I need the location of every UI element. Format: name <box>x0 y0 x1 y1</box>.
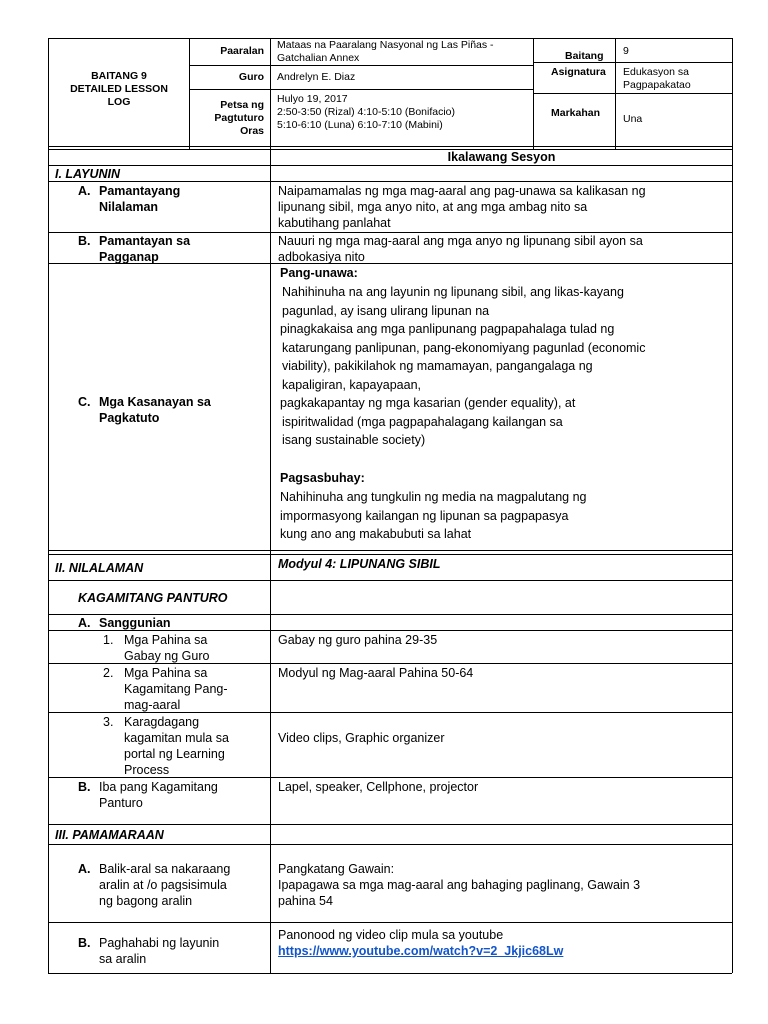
border <box>48 38 49 149</box>
border <box>48 554 732 555</box>
item3-number: 3. <box>103 715 114 729</box>
border <box>533 93 732 94</box>
baitang-value: 9 <box>623 45 629 57</box>
item1-number: 1. <box>103 633 114 647</box>
border <box>48 922 732 923</box>
item2-number: 2. <box>103 666 114 680</box>
pamamaraan-b-letter: B. <box>78 936 91 950</box>
iba-letter: B. <box>78 780 91 794</box>
item3-label: Karagdagang kagamitan mula sa portal ng Learning Process <box>124 715 229 777</box>
kagamitan-heading: KAGAMITANG PANTURO <box>78 591 228 605</box>
nilalaman-heading: II. NILALAMAN <box>55 561 144 575</box>
modyul-title: Modyul 4: LIPUNANG SIBIL <box>278 557 441 571</box>
border <box>48 824 732 825</box>
guro-label: Guro <box>238 71 264 83</box>
paaralan-label: Paaralan <box>220 45 264 57</box>
layunin-c-letter: C. <box>78 395 91 409</box>
paaralan-value: Mataas na Paaralang Nasyonal ng Las Piñas - Gatchalian Annex <box>277 39 494 64</box>
border <box>270 149 271 973</box>
sanggunian-label: Sanggunian <box>99 616 171 630</box>
item3-text: Video clips, Graphic organizer <box>278 731 445 745</box>
border <box>189 65 533 66</box>
iba-text: Lapel, speaker, Cellphone, projector <box>278 780 479 794</box>
pamamaraan-b-text: Panonood ng video clip mula sa youtube <box>278 928 504 942</box>
border <box>48 844 732 845</box>
border <box>48 973 732 974</box>
pang-unawa-title: Pang-unawa: <box>280 266 358 280</box>
border <box>189 89 533 90</box>
border <box>732 149 733 973</box>
border <box>533 62 732 63</box>
layunin-a-text: Naipamamalas ng mga mag-aaral ang pag-unawa sa kalikasan ng lipunang sibil, mga anyo nito, at ang mga ambag nito sa kabutihang panlahat <box>278 184 646 230</box>
guro-value: Andrelyn E. Diaz <box>277 71 356 83</box>
petsa-label: Petsa ng Pagtuturo Oras <box>214 99 264 137</box>
pamamaraan-a-letter: A. <box>78 862 91 876</box>
markahan-label: Markahan <box>551 107 601 119</box>
border <box>48 580 732 581</box>
pang-unawa-text: Nahihinuha na ang layunin ng lipunang sibil, ang likas-kayang pagunlad, ay isang ulirang lipunan na pinagkakaisa ang mga panlipunang pagpapahalaga tulad ng katarungang panlipunan, pang-ekonomiyang pagunlad (economic viability), pakikilahok ng mamamayan, pangangalaga ng kapaligiran, kapayapaan, pagkakapantay ng mga kasarian (gender equality), at ispiritwalidad (mga pagpapahalagang kailangan sa isang sustainable society) <box>280 285 646 447</box>
markahan-value: Una <box>623 113 643 125</box>
border <box>48 146 732 147</box>
layunin-b-label: Pamantayan sa Pagganap <box>99 234 191 264</box>
session-title: Ikalawang Sesyon <box>447 150 556 164</box>
asignatura-label: Asignatura <box>551 66 606 78</box>
sanggunian-letter: A. <box>78 616 91 630</box>
pagsasabuhay-text: Nahihinuha ang tungkulin ng media na magpalutang ng impormasyong kailangan ng lipunan sa pagpapasya kung ano ang makabubuti sa lahat <box>280 490 587 541</box>
border <box>48 550 732 551</box>
border <box>533 38 534 149</box>
layunin-b-text: Nauuri ng mga mag-aaral ang mga anyo ng lipunang sibil ayon sa adbokasiya nito <box>278 234 643 264</box>
border <box>270 38 271 149</box>
youtube-link[interactable]: https://www.youtube.com/watch?v=2_Jkjic68Lw <box>278 944 564 958</box>
border <box>48 165 732 166</box>
iba-label: Iba pang Kagamitang Panturo <box>99 780 218 810</box>
pamamaraan-a-label: Balik-aral sa nakaraang aralin at /o pagsisimula ng bagong aralin <box>99 862 231 908</box>
log-title: BAITANG 9 DETAILED LESSON LOG <box>70 70 168 108</box>
baitang-label: Baitang <box>565 50 604 62</box>
asignatura-value: Edukasyon sa Pagpapakatao <box>623 66 691 91</box>
pagsasabuhay-title: Pagsasbuhay: <box>280 471 365 485</box>
petsa-value: Hulyo 19, 2017 2:50-3:50 (Rizal) 4:10-5:10 (Bonifacio) 5:10-6:10 (Luna) 6:10-7:10 (Mabini) <box>277 93 456 131</box>
layunin-a-letter: A. <box>78 184 91 198</box>
pamamaraan-heading: III. PAMAMARAAN <box>55 828 164 842</box>
layunin-a-label: Pamantayang Nilalaman <box>99 184 181 214</box>
border <box>615 38 616 149</box>
item1-label: Mga Pahina sa Gabay ng Guro <box>124 633 210 663</box>
item1-text: Gabay ng guro pahina 29-35 <box>278 633 438 647</box>
layunin-heading: I. LAYUNIN <box>55 167 121 181</box>
item2-label: Mga Pahina sa Kagamitang Pang- mag-aaral <box>124 666 228 712</box>
pamamaraan-b-label: Paghahabi ng layunin sa aralin <box>99 936 220 966</box>
layunin-b-letter: B. <box>78 234 91 248</box>
border <box>48 181 732 182</box>
item2-text: Modyul ng Mag-aaral Pahina 50-64 <box>278 666 474 680</box>
border <box>48 149 49 973</box>
layunin-c-label: Mga Kasanayan sa Pagkatuto <box>99 395 211 425</box>
pamamaraan-a-text: Pangkatang Gawain: Ipapagawa sa mga mag-aaral ang bahaging paglinang, Gawain 3 pahina 54 <box>278 862 641 908</box>
border <box>732 38 733 149</box>
